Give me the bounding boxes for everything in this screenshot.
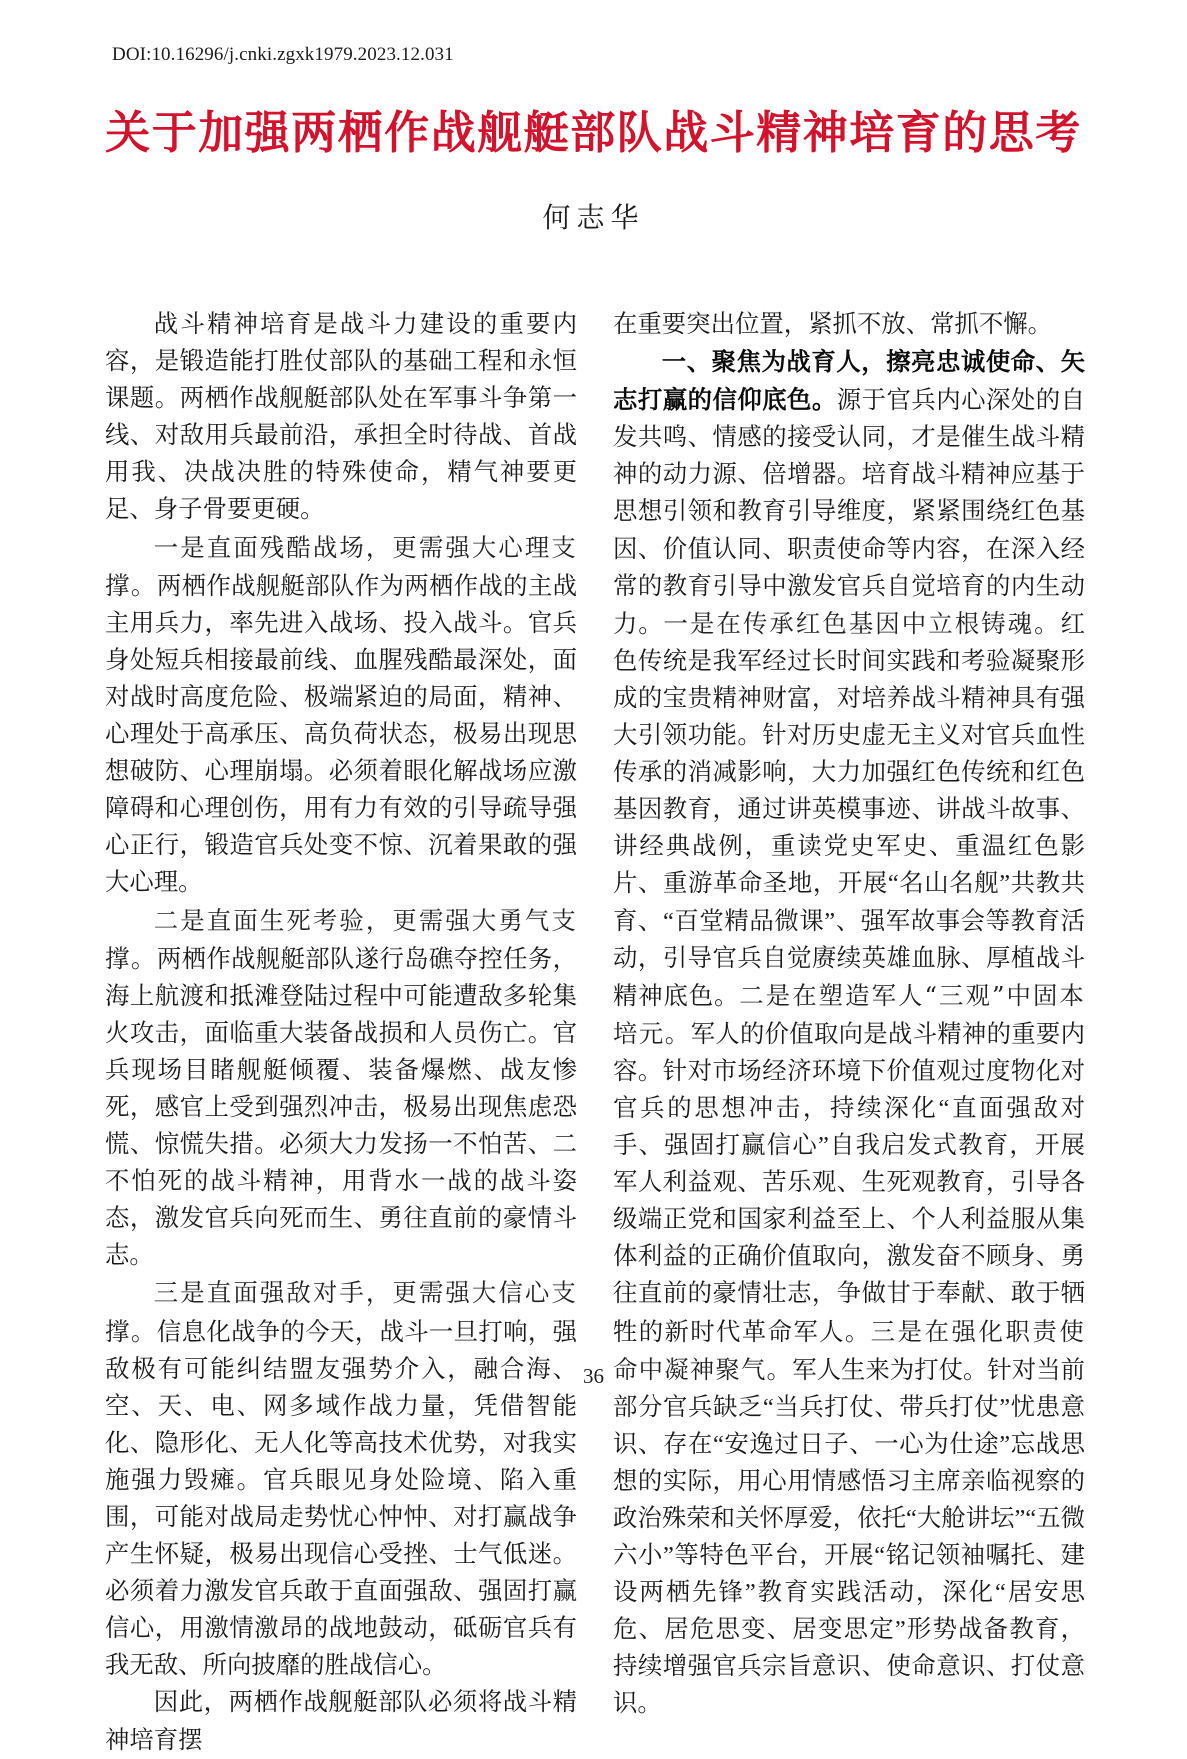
paragraph-text: 因此，两栖作战舰艇部队必须将战斗精神培育摆 bbox=[105, 1689, 577, 1754]
paragraph bbox=[105, 902, 577, 1275]
paragraph-text: 两栖作战舰艇部队作为两栖作战的主战主用兵力，率先进入战场、投入战斗。官兵身处短兵相接最前线、血腥残酷最深处，面对战时高度危险、极端紧迫的局面，精神、心理处于高承压、高负荷状态，极易出现思想破防、心理崩塌。必须着眼化解战场应激障碍和心理创伤，用有力有效的引导疏导强心正行，锻造官兵处变不惊、沉着果敢的强大心理。 bbox=[105, 572, 577, 897]
paragraph-lead: 三是直面强敌对手，更需强大信心支撑。 bbox=[105, 1278, 577, 1346]
paragraph-text: 信息化战争的今天，战斗一旦打响，强敌极有可能纠结盟友强势介入，融合海、空、天、电、网多域作战力量，凭借智能化、隐形化、无人化等高技术优势，对我实施强力毁瘫。官兵眼见身处险境、陷入重围，可能对战局走势忧心忡忡、对打赢战争产生怀疑，极易出现信心受挫、士气低迷。必须着力激发官兵敢于直面强敌、强固打赢信心，用激情激昂的战地鼓动，砥砺官兵有我无敌、所向披靡的胜战信心。 bbox=[105, 1318, 577, 1680]
page-number: 36 bbox=[583, 1364, 604, 1388]
section-body-2: 红色传统是我军经过长时间实践和考验凝聚形成的宝贵精神财富，对培养战斗精神具有强大引领功能。针对历史虚无主义对官兵血性传承的消减影响，大力加强红色传统和红色基因教育，通过讲英模事迹、讲战斗故事、讲经典战例，重读党史军史、重温红色影片、重游革命圣地，开展“名山名舰”共教共育、“百堂精品微课”、强军故事会等教育活动，引导官兵自觉赓续英雄血脉、厚植战斗精神底色。 bbox=[613, 610, 1085, 1010]
section-paragraph bbox=[613, 343, 1085, 1722]
paragraph-lead-3: 三是在强化职责使命中凝神聚气。 bbox=[613, 1316, 1085, 1384]
paragraph-text: 两栖作战舰艇部队遂行岛礁夺控任务，海上航渡和抵滩登陆过程中可能遭敌多轮集火攻击，面临重大装备战损和人员伤亡。官兵现场目睹舰艇倾覆、装备爆燃、战友惨死，感官上受到强烈冲击，极易出现焦虑恐慌、惊慌失措。必须大力发扬一不怕苦、二不怕死的战斗精神，用背水一战的战斗姿态，激发官兵向死而生、勇往直前的豪情斗志。 bbox=[105, 945, 577, 1270]
paragraph-continued bbox=[613, 306, 1085, 343]
author-name: 何志华 bbox=[542, 203, 645, 234]
body-columns bbox=[105, 306, 1085, 1759]
page-title: 关于加强两栖作战舰艇部队战斗精神培育的思考 bbox=[105, 106, 1082, 160]
doi-line: DOI:10.16296/j.cnki.zgxk1979.2023.12.031 bbox=[112, 44, 454, 65]
section-body-1: 源于官兵内心深处的自发共鸣、情感的接受认同，才是催生战斗精神的动力源、倍增器。培育战斗精神应基于思想引领和教育引导维度，紧紧围绕红色基因、价值认同、职责使命等内容，在深入经常的教育引导中激发官兵自觉培育的内生动力。 bbox=[613, 387, 1085, 638]
section-body-4: 军人生来为打仗。针对当前部分官兵缺乏“当兵打仗、带兵打仗”忧患意识、存在“安逸过日子、一心为仕途”忘战思想的实际，用心用情感悟习主席亲临视察的政治殊荣和关怀厚爱，依托“大舱讲坛”“五微六小”等特色平台，开展“铭记领袖嘱托、建设两栖先锋”教育实践活动，深化“居安思危、居危思变、居变思定”形势战备教育，持续增强官兵宗旨意识、使命意识、打仗意识。 bbox=[613, 1356, 1085, 1718]
paragraph-lead-2: 二是在塑造军人“三观”中固本培元。 bbox=[613, 980, 1085, 1048]
paragraph bbox=[105, 1684, 577, 1758]
paragraph-text: 战斗精神培育是战斗力建设的重要内容，是锻造能打胜仗部队的基础工程和永恒课题。两栖作战舰艇部队处在军事斗争第一线、对敌用兵最前沿，承担全时待战、首战用我、决战决胜的特殊使命，精气神要更足、身子骨要更硬。 bbox=[105, 311, 577, 524]
section-heading: 一、聚焦为战育人，擦亮忠诚使命、矢志打赢的信仰底色。 bbox=[613, 347, 1085, 415]
paragraph-text: 在重要突出位置，紧抓不放、常抓不懈。 bbox=[613, 311, 1053, 338]
column-left bbox=[105, 306, 577, 1759]
column-right bbox=[613, 306, 1085, 1759]
paragraph-lead-1: 一是在传承红色基因中立根铸魂。 bbox=[663, 608, 1061, 638]
paragraph bbox=[105, 306, 577, 529]
section-body-3: 军人的价值取向是战斗精神的重要内容。针对市场经济环境下价值观过度物化对官兵的思想冲击，持续深化“直面强敌对手、强固打赢信心”自我启发式教育，开展军人利益观、苦乐观、生死观教育，引导各级端正党和国家利益至上、个人利益服从集体利益的正确价值取向，激发奋不顾身、勇往直前的豪情壮志，争做甘于奉献、敢于牺牲的新时代革命军人。 bbox=[613, 1020, 1085, 1346]
paragraph-lead: 二是直面生死考验，更需强大勇气支撑。 bbox=[105, 905, 577, 973]
paragraph bbox=[105, 1274, 577, 1684]
paragraph bbox=[105, 529, 577, 902]
paragraph-lead: 一是直面残酷战场，更需强大心理支撑。 bbox=[105, 532, 577, 600]
